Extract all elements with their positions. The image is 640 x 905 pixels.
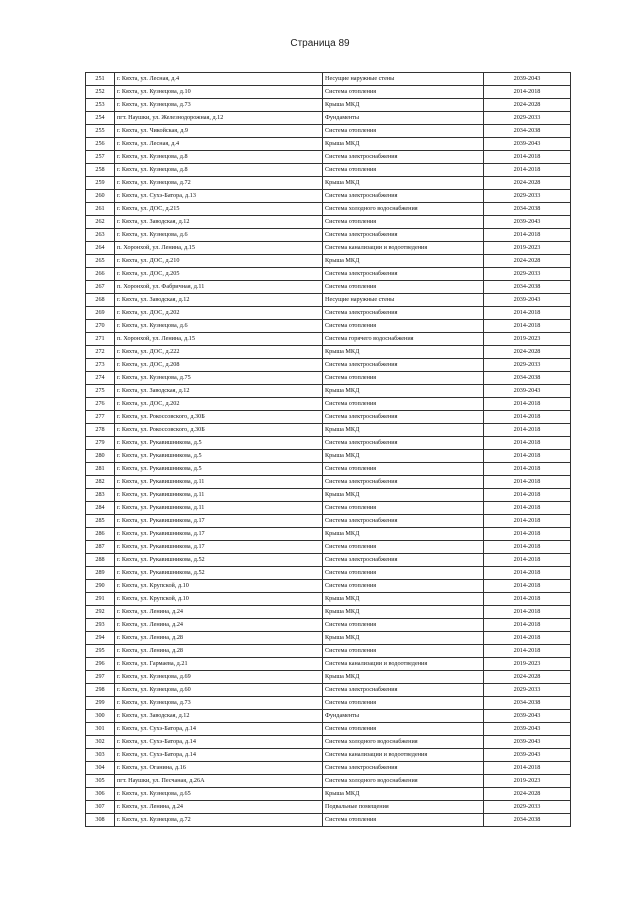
- row-number-cell: 291: [86, 593, 115, 606]
- row-number-cell: 293: [86, 619, 115, 632]
- table-row: [86, 216, 571, 229]
- row-number-cell: 303: [86, 749, 115, 762]
- structural-element-cell: Крыша МКД: [323, 138, 484, 151]
- address-cell: пгт. Наушки, ул. Железнодорожная, д.12: [115, 112, 323, 125]
- period-cell: 2014-2018: [484, 229, 571, 242]
- period-cell: 2014-2018: [484, 528, 571, 541]
- table-row: [86, 502, 571, 515]
- period-cell: 2014-2018: [484, 489, 571, 502]
- table-row: [86, 671, 571, 684]
- row-number-cell: 308: [86, 814, 115, 827]
- row-number-cell: 279: [86, 437, 115, 450]
- structural-element-cell: Система отопления: [323, 372, 484, 385]
- row-number-cell: 265: [86, 255, 115, 268]
- address-cell: г. Кяхта, ул. Сухэ-Батора, д.14: [115, 749, 323, 762]
- table-row: [86, 697, 571, 710]
- row-number-cell: 271: [86, 333, 115, 346]
- row-number-cell: 262: [86, 216, 115, 229]
- table-row: [86, 411, 571, 424]
- address-cell: г. Кяхта, ул. Кузнецова, д.72: [115, 814, 323, 827]
- table-row: [86, 203, 571, 216]
- period-cell: 2029-2033: [484, 112, 571, 125]
- address-cell: г. Кяхта, ул. Рукавишникова, д.11: [115, 502, 323, 515]
- address-cell: г. Кяхта, ул. Кузнецова, д.6: [115, 320, 323, 333]
- period-cell: 2029-2033: [484, 684, 571, 697]
- structural-element-cell: Крыша МКД: [323, 424, 484, 437]
- address-cell: г. Кяхта, ул. Кузнецова, д.10: [115, 86, 323, 99]
- address-cell: г. Кяхта, ул. Кузнецова, д.75: [115, 372, 323, 385]
- period-cell: 2039-2043: [484, 294, 571, 307]
- table-row: [86, 541, 571, 554]
- address-cell: п. Хоронхой, ул. Ленина, д.15: [115, 333, 323, 346]
- table-row: [86, 593, 571, 606]
- period-cell: 2029-2033: [484, 359, 571, 372]
- period-cell: 2014-2018: [484, 541, 571, 554]
- structural-element-cell: Система электроснабжения: [323, 151, 484, 164]
- structural-element-cell: Система отопления: [323, 502, 484, 515]
- address-cell: г. Кяхта, ул. Ленина, д.24: [115, 801, 323, 814]
- address-cell: г. Кяхта, ул. Кузнецова, д.69: [115, 671, 323, 684]
- period-cell: 2014-2018: [484, 554, 571, 567]
- period-cell: 2019-2023: [484, 333, 571, 346]
- address-cell: г. Кяхта, ул. Кузнецова, д.72: [115, 177, 323, 190]
- structural-element-cell: Система электроснабжения: [323, 476, 484, 489]
- row-number-cell: 281: [86, 463, 115, 476]
- table-row: [86, 450, 571, 463]
- table-row: [86, 801, 571, 814]
- structural-element-cell: Система отопления: [323, 580, 484, 593]
- table-row: [86, 294, 571, 307]
- row-number-cell: 268: [86, 294, 115, 307]
- table-row: [86, 515, 571, 528]
- structural-element-cell: Система отопления: [323, 619, 484, 632]
- table-row: [86, 268, 571, 281]
- address-cell: г. Кяхта, ул. Рукавишникова, д.52: [115, 554, 323, 567]
- row-number-cell: 269: [86, 307, 115, 320]
- table-row: [86, 580, 571, 593]
- address-cell: г. Кяхта, ул. Рокоссовского, д.30Б: [115, 424, 323, 437]
- table-row: [86, 424, 571, 437]
- structural-element-cell: Крыша МКД: [323, 632, 484, 645]
- period-cell: 2019-2023: [484, 775, 571, 788]
- table-row: [86, 346, 571, 359]
- table-row: [86, 372, 571, 385]
- address-cell: г. Кяхта, ул. ДОС, д.205: [115, 268, 323, 281]
- address-cell: г. Кяхта, ул. Заводская, д.12: [115, 294, 323, 307]
- structural-element-cell: Крыша МКД: [323, 528, 484, 541]
- structural-element-cell: Система канализации и водоотведения: [323, 749, 484, 762]
- period-cell: 2029-2033: [484, 190, 571, 203]
- row-number-cell: 280: [86, 450, 115, 463]
- period-cell: 2014-2018: [484, 450, 571, 463]
- row-number-cell: 295: [86, 645, 115, 658]
- address-cell: г. Кяхта, ул. Рукавишникова, д.5: [115, 437, 323, 450]
- table-row: [86, 736, 571, 749]
- structural-element-cell: Несущие наружные стены: [323, 73, 484, 86]
- table-row: [86, 73, 571, 86]
- structural-element-cell: Система канализации и водоотведения: [323, 658, 484, 671]
- structural-element-cell: Система отопления: [323, 125, 484, 138]
- period-cell: 2014-2018: [484, 515, 571, 528]
- address-cell: г. Кяхта, ул. Ленина, д.24: [115, 619, 323, 632]
- structural-element-cell: Крыша МКД: [323, 489, 484, 502]
- table-row: [86, 476, 571, 489]
- address-cell: г. Кяхта, ул. Ленина, д.28: [115, 632, 323, 645]
- row-number-cell: 266: [86, 268, 115, 281]
- structural-element-cell: Система электроснабжения: [323, 437, 484, 450]
- structural-element-cell: Система отопления: [323, 86, 484, 99]
- table-row: [86, 138, 571, 151]
- address-cell: г. Кяхта, ул. Крупской, д.10: [115, 580, 323, 593]
- period-cell: 2039-2043: [484, 749, 571, 762]
- period-cell: 2034-2038: [484, 203, 571, 216]
- address-cell: г. Кяхта, ул. Рукавишникова, д.5: [115, 450, 323, 463]
- period-cell: 2019-2023: [484, 242, 571, 255]
- period-cell: 2014-2018: [484, 502, 571, 515]
- table-row: [86, 814, 571, 827]
- structural-element-cell: Система отопления: [323, 463, 484, 476]
- row-number-cell: 274: [86, 372, 115, 385]
- address-cell: г. Кяхта, ул. Лесная, д.4: [115, 138, 323, 151]
- address-cell: г. Кяхта, ул. Кузнецова, д.65: [115, 788, 323, 801]
- address-cell: г. Кяхта, ул. Кузнецова, д.73: [115, 99, 323, 112]
- table-row: [86, 645, 571, 658]
- period-cell: 2014-2018: [484, 411, 571, 424]
- structural-element-cell: Крыша МКД: [323, 671, 484, 684]
- row-number-cell: 302: [86, 736, 115, 749]
- address-cell: г. Кяхта, ул. Рокоссовского, д.30Б: [115, 411, 323, 424]
- address-cell: г. Кяхта, ул. Рукавишникова, д.17: [115, 528, 323, 541]
- row-number-cell: 251: [86, 73, 115, 86]
- structural-element-cell: Система электроснабжения: [323, 762, 484, 775]
- address-cell: п. Хоронхой, ул. Ленина, д.15: [115, 242, 323, 255]
- structural-element-cell: Система отопления: [323, 567, 484, 580]
- period-cell: 2034-2038: [484, 372, 571, 385]
- row-number-cell: 307: [86, 801, 115, 814]
- structural-element-cell: Система отопления: [323, 645, 484, 658]
- period-cell: 2039-2043: [484, 736, 571, 749]
- address-cell: г. Кяхта, ул. Рукавишникова, д.52: [115, 567, 323, 580]
- table-row: [86, 320, 571, 333]
- period-cell: 2039-2043: [484, 710, 571, 723]
- table-row: [86, 164, 571, 177]
- row-number-cell: 253: [86, 99, 115, 112]
- page-title: Страница 89: [290, 38, 350, 49]
- period-cell: 2039-2043: [484, 73, 571, 86]
- period-cell: 2014-2018: [484, 762, 571, 775]
- address-cell: г. Кяхта, ул. Сухэ-Батора, д.14: [115, 723, 323, 736]
- row-number-cell: 254: [86, 112, 115, 125]
- table-row: [86, 333, 571, 346]
- row-number-cell: 292: [86, 606, 115, 619]
- period-cell: 2014-2018: [484, 645, 571, 658]
- structural-element-cell: Система электроснабжения: [323, 684, 484, 697]
- address-cell: г. Кяхта, ул. Лесная, д.4: [115, 73, 323, 86]
- address-cell: г. Кяхта, ул. ДОС, д.202: [115, 307, 323, 320]
- structural-element-cell: Система электроснабжения: [323, 268, 484, 281]
- structural-element-cell: Крыша МКД: [323, 255, 484, 268]
- structural-element-cell: Система отопления: [323, 320, 484, 333]
- table-row: [86, 398, 571, 411]
- period-cell: 2029-2033: [484, 268, 571, 281]
- row-number-cell: 275: [86, 385, 115, 398]
- structural-element-cell: Крыша МКД: [323, 788, 484, 801]
- structural-element-cell: Система отопления: [323, 541, 484, 554]
- address-cell: г. Кяхта, ул. Заводская, д.12: [115, 385, 323, 398]
- structural-element-cell: Система электроснабжения: [323, 515, 484, 528]
- structural-element-cell: Система холодного водоснабжения: [323, 736, 484, 749]
- address-cell: г. Кяхта, ул. Заводская, д.12: [115, 216, 323, 229]
- address-cell: г. Кяхта, ул. Рукавишникова, д.17: [115, 515, 323, 528]
- row-number-cell: 270: [86, 320, 115, 333]
- address-cell: г. Кяхта, ул. ДОС, д.208: [115, 359, 323, 372]
- table-row: [86, 619, 571, 632]
- row-number-cell: 294: [86, 632, 115, 645]
- period-cell: 2034-2038: [484, 281, 571, 294]
- row-number-cell: 256: [86, 138, 115, 151]
- address-cell: г. Кяхта, ул. ДОС, д.210: [115, 255, 323, 268]
- table-row: [86, 125, 571, 138]
- structural-element-cell: Система электроснабжения: [323, 411, 484, 424]
- period-cell: 2034-2038: [484, 814, 571, 827]
- period-cell: 2014-2018: [484, 307, 571, 320]
- address-cell: г. Кяхта, ул. ДОС, д.215: [115, 203, 323, 216]
- period-cell: 2024-2028: [484, 99, 571, 112]
- period-cell: 2014-2018: [484, 463, 571, 476]
- period-cell: 2024-2028: [484, 255, 571, 268]
- row-number-cell: 299: [86, 697, 115, 710]
- period-cell: 2014-2018: [484, 606, 571, 619]
- row-number-cell: 300: [86, 710, 115, 723]
- period-cell: 2039-2043: [484, 723, 571, 736]
- row-number-cell: 297: [86, 671, 115, 684]
- address-cell: г. Кяхта, ул. Рукавишникова, д.5: [115, 463, 323, 476]
- structural-element-cell: Система отопления: [323, 814, 484, 827]
- row-number-cell: 272: [86, 346, 115, 359]
- row-number-cell: 301: [86, 723, 115, 736]
- row-number-cell: 289: [86, 567, 115, 580]
- address-cell: г. Кяхта, ул. Ленина, д.24: [115, 606, 323, 619]
- address-cell: г. Кяхта, ул. ДОС, д.202: [115, 398, 323, 411]
- structural-element-cell: Система отопления: [323, 216, 484, 229]
- row-number-cell: 259: [86, 177, 115, 190]
- address-cell: г. Кяхта, ул. Кузнецова, д.8: [115, 164, 323, 177]
- table-row: [86, 528, 571, 541]
- row-number-cell: 296: [86, 658, 115, 671]
- address-cell: г. Кяхта, ул. Рукавишникова, д.11: [115, 476, 323, 489]
- address-cell: г. Кяхта, ул. Рукавишникова, д.11: [115, 489, 323, 502]
- period-cell: 2024-2028: [484, 346, 571, 359]
- structural-element-cell: Система горячего водоснабжения: [323, 333, 484, 346]
- structural-element-cell: Система отопления: [323, 697, 484, 710]
- row-number-cell: 283: [86, 489, 115, 502]
- address-cell: г. Кяхта, ул. Кузнецова, д.8: [115, 151, 323, 164]
- address-cell: г. Кяхта, ул. Кузнецова, д.73: [115, 697, 323, 710]
- period-cell: 2014-2018: [484, 424, 571, 437]
- table-row: [86, 151, 571, 164]
- address-cell: г. Кяхта, ул. Крупской, д.10: [115, 593, 323, 606]
- period-cell: 2034-2038: [484, 125, 571, 138]
- row-number-cell: 284: [86, 502, 115, 515]
- address-cell: г. Кяхта, ул. Заводская, д.12: [115, 710, 323, 723]
- row-number-cell: 288: [86, 554, 115, 567]
- row-number-cell: 263: [86, 229, 115, 242]
- period-cell: 2034-2038: [484, 697, 571, 710]
- address-cell: г. Кяхта, ул. Сухэ-Батора, д.13: [115, 190, 323, 203]
- table-row: [86, 437, 571, 450]
- row-number-cell: 273: [86, 359, 115, 372]
- row-number-cell: 305: [86, 775, 115, 788]
- period-cell: 2039-2043: [484, 385, 571, 398]
- table-row: [86, 242, 571, 255]
- period-cell: 2019-2023: [484, 658, 571, 671]
- row-number-cell: 306: [86, 788, 115, 801]
- structural-element-cell: Система отопления: [323, 398, 484, 411]
- table-row: [86, 749, 571, 762]
- address-cell: п. Хоронхой, ул. Фабричная, д.11: [115, 281, 323, 294]
- table-row: [86, 723, 571, 736]
- address-cell: г. Кяхта, ул. Сухэ-Батора, д.14: [115, 736, 323, 749]
- row-number-cell: 287: [86, 541, 115, 554]
- row-number-cell: 258: [86, 164, 115, 177]
- structural-element-cell: Система электроснабжения: [323, 190, 484, 203]
- row-number-cell: 290: [86, 580, 115, 593]
- structural-element-cell: Крыша МКД: [323, 606, 484, 619]
- row-number-cell: 261: [86, 203, 115, 216]
- structural-element-cell: Система канализации и водоотведения: [323, 242, 484, 255]
- period-cell: 2014-2018: [484, 164, 571, 177]
- table-row: [86, 177, 571, 190]
- row-number-cell: 298: [86, 684, 115, 697]
- period-cell: 2014-2018: [484, 151, 571, 164]
- address-cell: пгт. Наушки, ул. Песчаная, д.26А: [115, 775, 323, 788]
- structural-element-cell: Подвальные помещения: [323, 801, 484, 814]
- structural-element-cell: Крыша МКД: [323, 450, 484, 463]
- table-row: [86, 255, 571, 268]
- period-cell: 2039-2043: [484, 138, 571, 151]
- row-number-cell: 282: [86, 476, 115, 489]
- table-row: [86, 229, 571, 242]
- table-row: [86, 307, 571, 320]
- table-row: [86, 567, 571, 580]
- period-cell: 2014-2018: [484, 632, 571, 645]
- structural-element-cell: Крыша МКД: [323, 593, 484, 606]
- period-cell: 2014-2018: [484, 619, 571, 632]
- structural-element-cell: Система холодного водоснабжения: [323, 203, 484, 216]
- structural-element-cell: Крыша МКД: [323, 177, 484, 190]
- structural-element-cell: Система холодного водоснабжения: [323, 775, 484, 788]
- table-row: [86, 281, 571, 294]
- period-cell: 2014-2018: [484, 398, 571, 411]
- row-number-cell: 276: [86, 398, 115, 411]
- row-number-cell: 260: [86, 190, 115, 203]
- structural-element-cell: Фундаменты: [323, 710, 484, 723]
- table-row: [86, 632, 571, 645]
- structural-element-cell: Система электроснабжения: [323, 229, 484, 242]
- period-cell: 2014-2018: [484, 580, 571, 593]
- structural-element-cell: Крыша МКД: [323, 346, 484, 359]
- row-number-cell: 286: [86, 528, 115, 541]
- period-cell: 2024-2028: [484, 177, 571, 190]
- row-number-cell: 278: [86, 424, 115, 437]
- address-cell: г. Кяхта, ул. Ленина, д.28: [115, 645, 323, 658]
- structural-element-cell: Система электроснабжения: [323, 554, 484, 567]
- structural-element-cell: Система отопления: [323, 164, 484, 177]
- table-row: [86, 99, 571, 112]
- structural-element-cell: Крыша МКД: [323, 99, 484, 112]
- table-row: [86, 762, 571, 775]
- structural-element-cell: Несущие наружные стены: [323, 294, 484, 307]
- address-cell: г. Кяхта, ул. ДОС, д.222: [115, 346, 323, 359]
- row-number-cell: 255: [86, 125, 115, 138]
- period-cell: 2014-2018: [484, 476, 571, 489]
- row-number-cell: 304: [86, 762, 115, 775]
- table-body: [86, 73, 571, 827]
- address-cell: г. Кяхта, ул. Кузнецова, д.60: [115, 684, 323, 697]
- address-cell: г. Кяхта, ул. Оганина, д.16: [115, 762, 323, 775]
- repair-schedule-table: [85, 72, 571, 827]
- row-number-cell: 277: [86, 411, 115, 424]
- table-row: [86, 359, 571, 372]
- table-row: [86, 710, 571, 723]
- structural-element-cell: Система электроснабжения: [323, 307, 484, 320]
- address-cell: г. Кяхта, ул. Кузнецова, д.6: [115, 229, 323, 242]
- table-row: [86, 788, 571, 801]
- period-cell: 2014-2018: [484, 567, 571, 580]
- period-cell: 2039-2043: [484, 216, 571, 229]
- table-row: [86, 385, 571, 398]
- structural-element-cell: Фундаменты: [323, 112, 484, 125]
- address-cell: г. Кяхта, ул. Чикойская, д.9: [115, 125, 323, 138]
- period-cell: 2024-2028: [484, 671, 571, 684]
- row-number-cell: 257: [86, 151, 115, 164]
- period-cell: 2014-2018: [484, 437, 571, 450]
- address-cell: г. Кяхта, ул. Гармаева, д.21: [115, 658, 323, 671]
- row-number-cell: 252: [86, 86, 115, 99]
- address-cell: г. Кяхта, ул. Рукавишникова, д.17: [115, 541, 323, 554]
- table-row: [86, 775, 571, 788]
- table-row: [86, 86, 571, 99]
- row-number-cell: 264: [86, 242, 115, 255]
- row-number-cell: 285: [86, 515, 115, 528]
- period-cell: 2014-2018: [484, 86, 571, 99]
- table-row: [86, 463, 571, 476]
- structural-element-cell: Крыша МКД: [323, 385, 484, 398]
- table-row: [86, 606, 571, 619]
- table-row: [86, 554, 571, 567]
- table-row: [86, 489, 571, 502]
- table-row: [86, 112, 571, 125]
- period-cell: 2014-2018: [484, 320, 571, 333]
- structural-element-cell: Система электроснабжения: [323, 359, 484, 372]
- row-number-cell: 267: [86, 281, 115, 294]
- table-row: [86, 684, 571, 697]
- structural-element-cell: Система отопления: [323, 723, 484, 736]
- table-row: [86, 658, 571, 671]
- period-cell: 2029-2033: [484, 801, 571, 814]
- period-cell: 2024-2028: [484, 788, 571, 801]
- period-cell: 2014-2018: [484, 593, 571, 606]
- table-row: [86, 190, 571, 203]
- structural-element-cell: Система отопления: [323, 281, 484, 294]
